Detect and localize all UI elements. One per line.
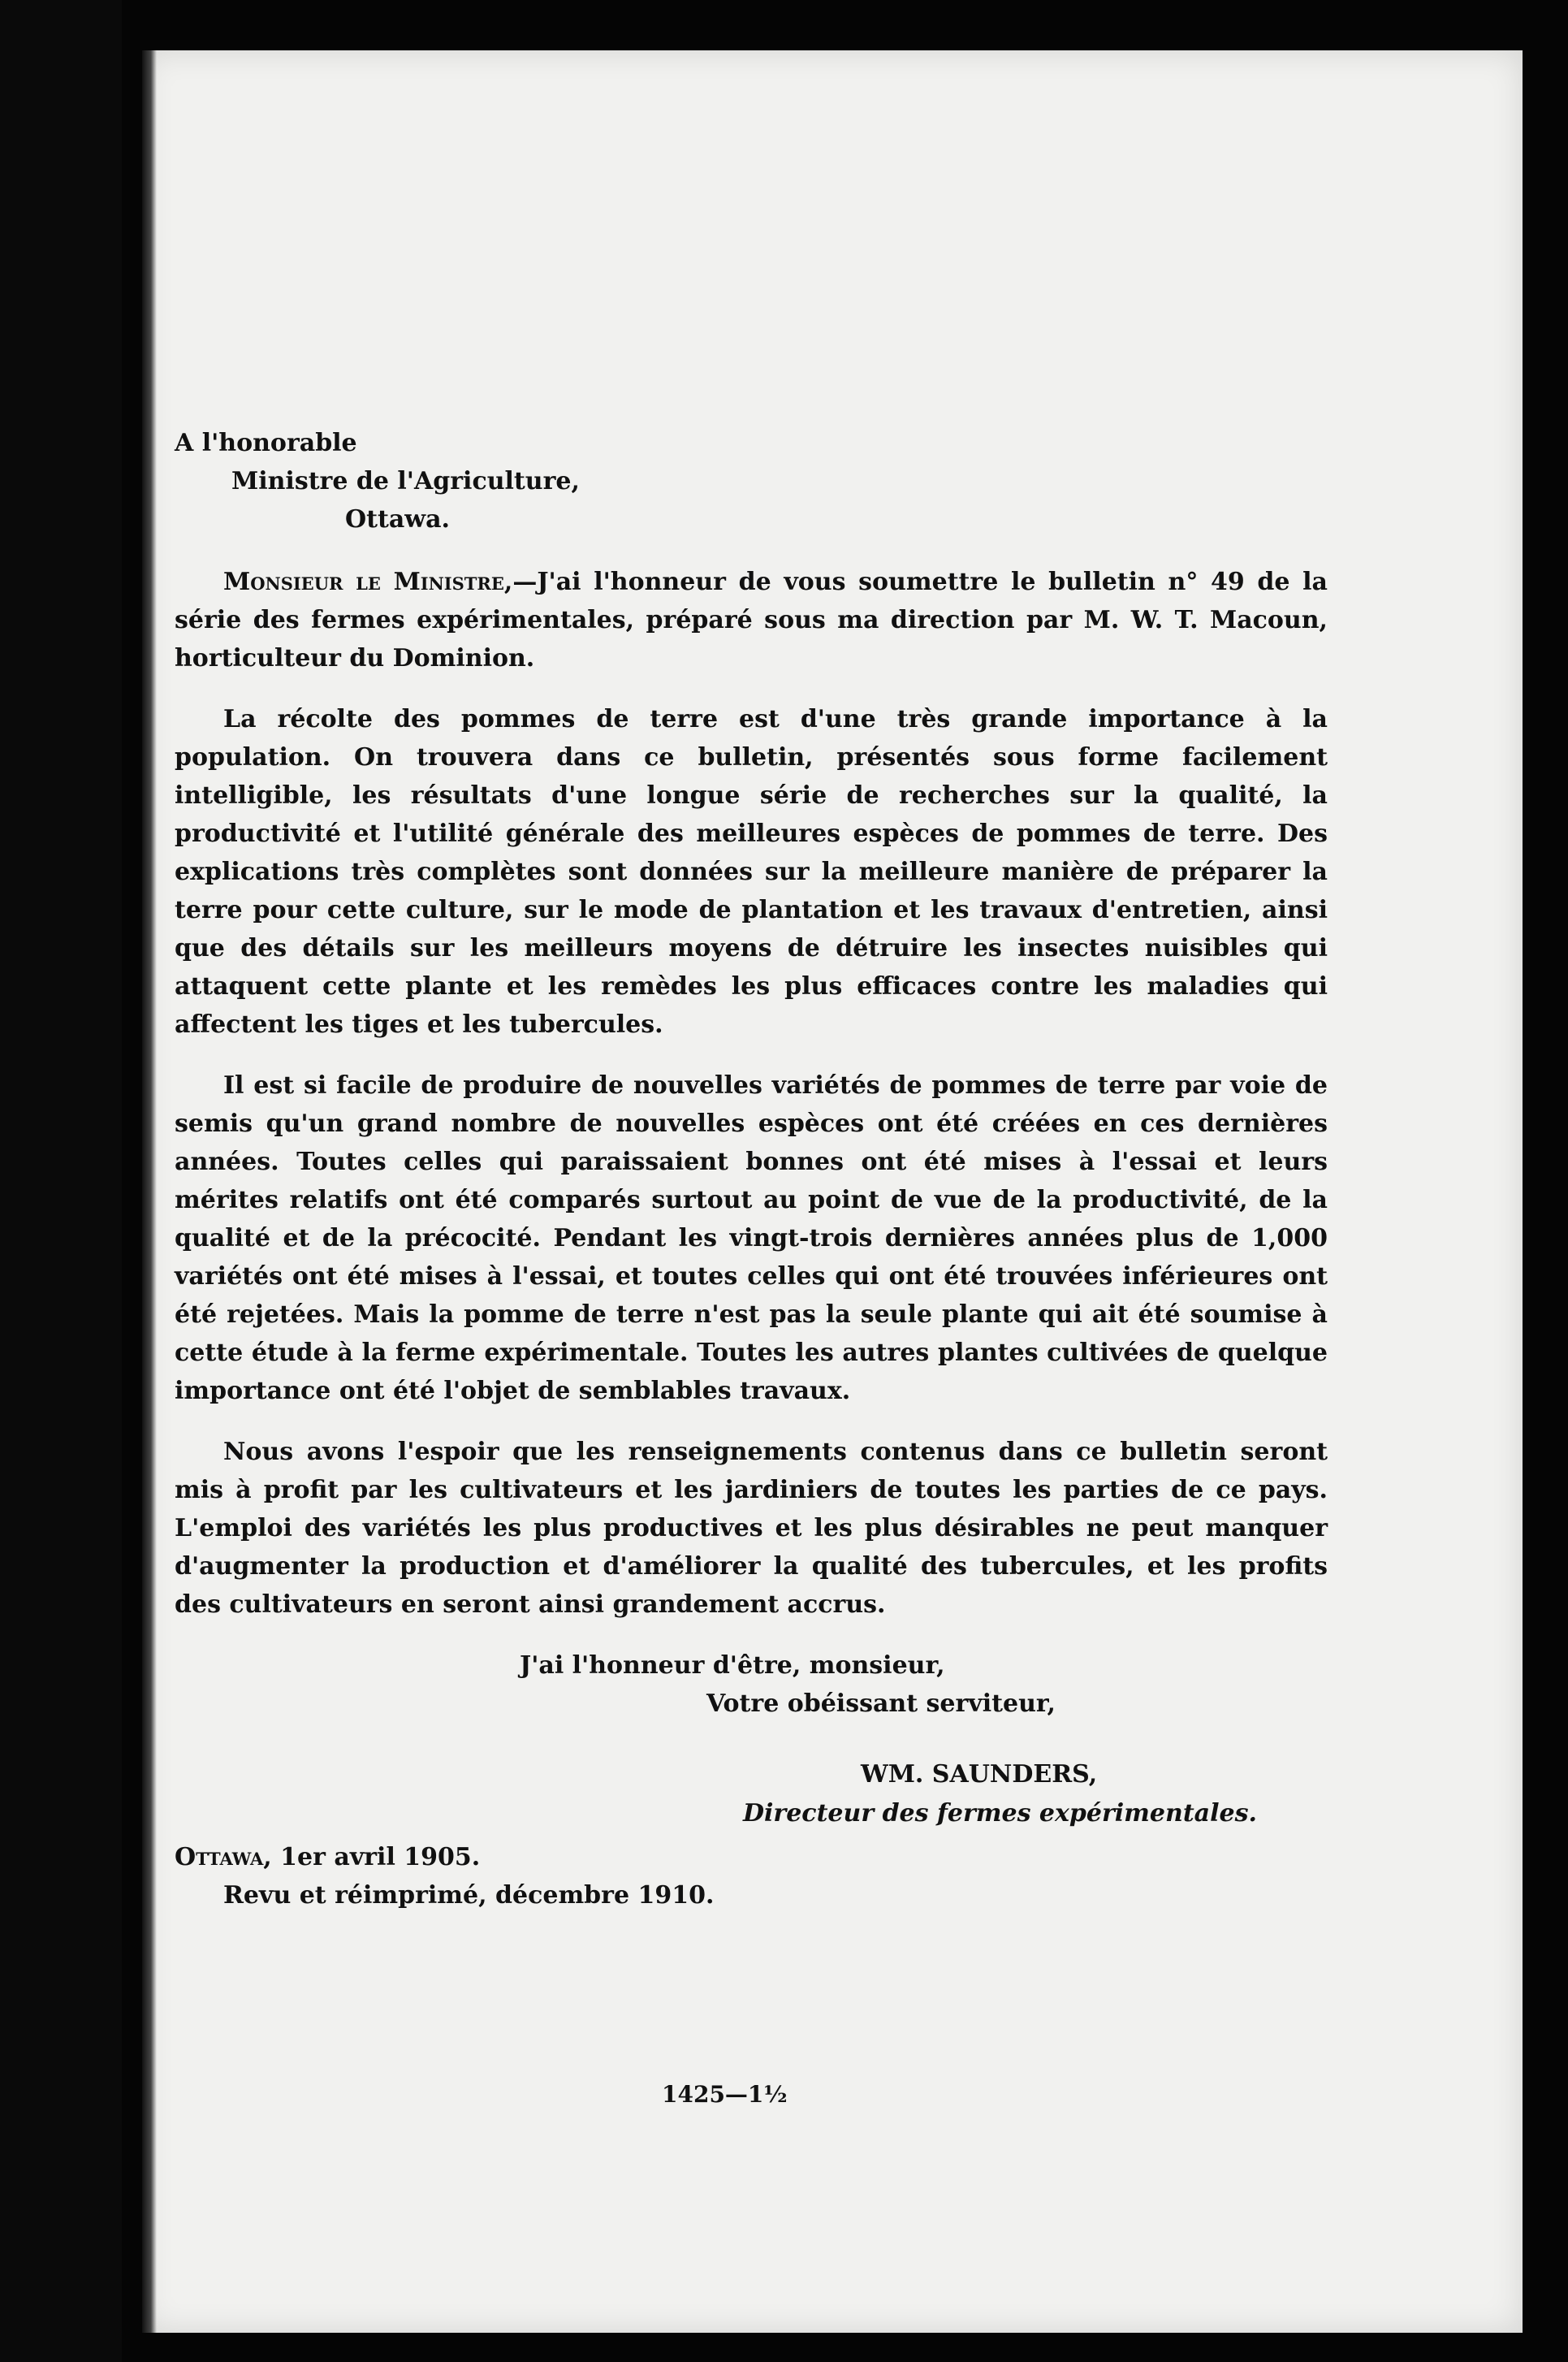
addressee-line-1: A l'honorable <box>175 429 357 457</box>
letter-body <box>175 424 1328 1914</box>
paragraph-3: Il est si facile de produire de nouvelles variétés de pommes de terre par voie de semis qu'un grand nombre de nouvelles espèces ont été créées en ces dernières années. Toutes celles qui paraissaient bonnes ont été mises à l'essai et leurs mérites relatifs ont été comparés surtout au point de vue de la productivité, de la qualité et de la précocité. Pendant les vingt-trois dernières années plus de 1,000 variétés ont été mises à l'essai, et toutes celles qui ont été trouvées inférieures ont été rejetées. Mais la pomme de terre n'est pas la seule plante qui ait été soumise à cette étude à la ferme expérimentale. Toutes les autres plantes cultivées de quelque importance ont été l'objet de semblables travaux. <box>175 1071 1328 1405</box>
dateline-date <box>175 1838 1328 1876</box>
addressee-line-2: Ministre de l'Agriculture, <box>231 467 580 495</box>
signatory-title: Directeur des fermes expérimentales. <box>743 1799 1257 1828</box>
dateline-place: Ottawa, <box>175 1843 272 1871</box>
page-edge-shadow <box>142 50 157 2333</box>
dateline-revised: Revu et réimprimé, décembre 1910. <box>223 1881 715 1910</box>
page-folio: 1425—1½ <box>662 2081 788 2108</box>
paragraph-1 <box>175 563 1328 677</box>
signatory-name: WM. SAUNDERS, <box>861 1760 1098 1789</box>
addressee-line-3: Ottawa. <box>345 505 450 534</box>
signature-block <box>175 1755 1328 1836</box>
closing-line-1: J'ai l'honneur d'être, monsieur, <box>520 1651 945 1680</box>
addressee-block <box>175 424 1328 539</box>
paragraph-1-text: —J'ai l'honneur de vous soumettre le bulletin n° 49 de la série des fermes expérimentales, préparé sous ma direction par M. W. T. Macoun, horticulteur du Dominion. <box>175 568 1328 673</box>
closing-block <box>175 1646 1328 1723</box>
film-margin <box>0 0 122 2362</box>
document-page <box>142 50 1523 2333</box>
paragraph-4: Nous avons l'espoir que les renseignements contenus dans ce bulletin seront mis à profit par les cultivateurs et les jardiniers de toutes les parties de ce pays. L'emploi des variétés les plus productives et les plus désirables ne peut manquer d'augmenter la production et d'améliorer la qualité des tubercules, et les profits des cultivateurs en seront ainsi grandement accrus. <box>175 1438 1328 1619</box>
dateline-date-text: 1er avril 1905. <box>271 1843 481 1871</box>
closing-line-2: Votre obéissant serviteur, <box>706 1689 1056 1718</box>
salutation: Monsieur le Ministre, <box>223 568 513 596</box>
dateline-block <box>175 1838 1328 1914</box>
paragraph-2: La récolte des pommes de terre est d'une très grande importance à la population. On trouvera dans ce bulletin, présentés sous forme facilement intelligible, les résultats d'une longue série de recherches sur la qualité, la productivité et l'utilité générale des meilleures espèces de pommes de terre. Des explications très complètes sont données sur la meilleure manière de préparer la terre pour cette culture, sur le mode de plantation et les travaux d'entretien, ainsi que des détails sur les meilleurs moyens de détruire les insectes nuisibles qui attaquent cette plante et les remèdes les plus efficaces contre les maladies qui affectent les tiges et les tubercules. <box>175 705 1328 1039</box>
